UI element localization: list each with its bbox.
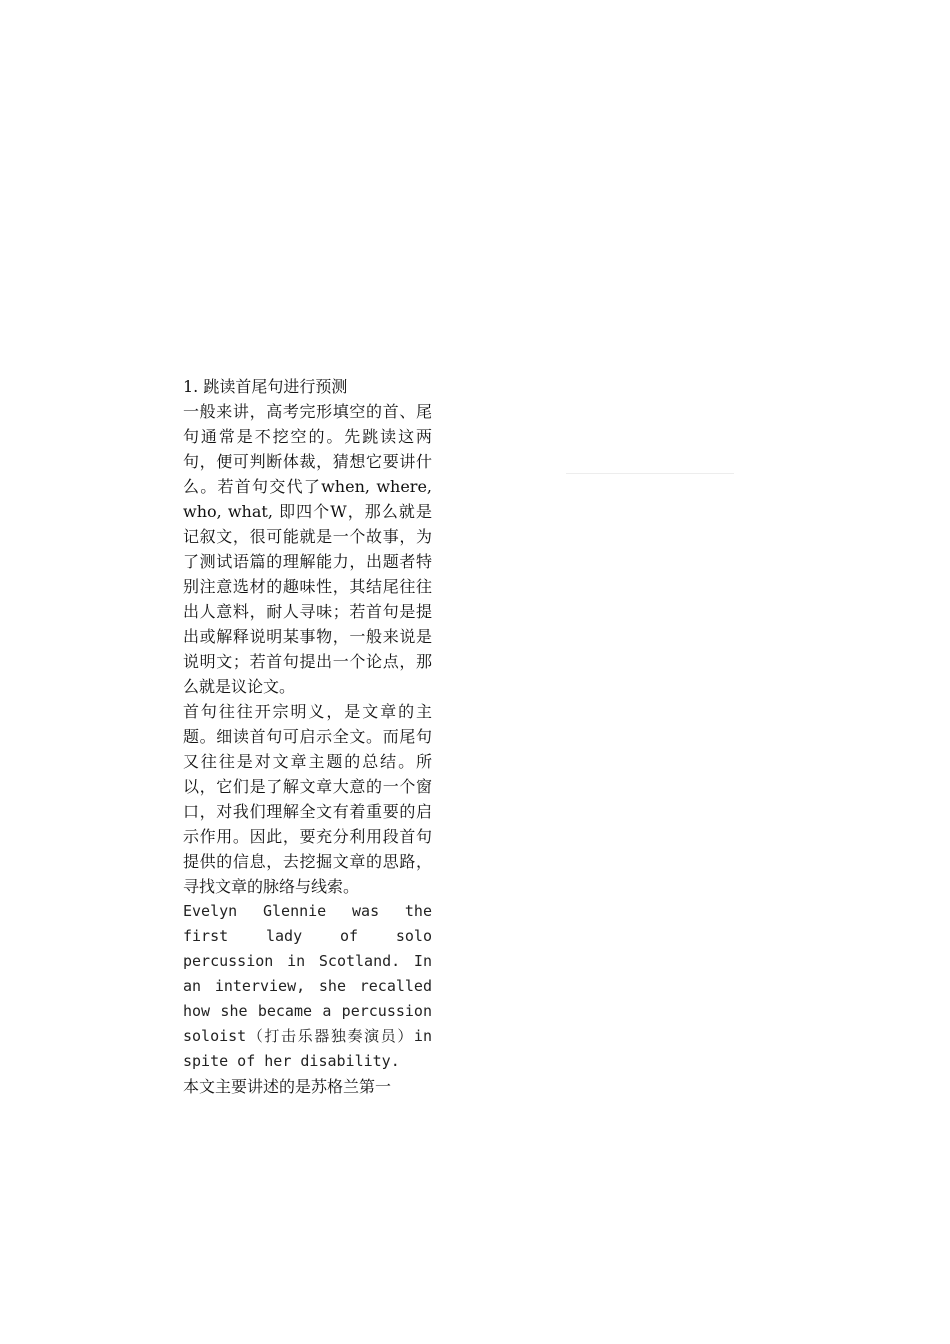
paragraph-skimming-intro: 一般来讲，高考完形填空的首、尾句通常是不挖空的。先跳读这两句，便可判断体裁，猜想它要讲什么。若首句交代了when, where, who, what, 即四个W，那么就是记叙文，很可能就是一个故事，为了测试语篇的理解能力，出题者特别注意选材的趣味性，其结尾往往出人意料，耐人寻味；若首句是提出或解释说明某事物，一般来说是说明文；若首句提出一个论点，那么就是议论文。 [183,402,432,696]
example-comment: 本文主要讲述的是苏格兰第一 [183,1077,392,1096]
text-column [183,374,432,1099]
paragraph-first-last-sentence: 首句往往开宗明义，是文章的主题。细读首句可启示全文。而尾句又往往是对文章主题的总结。所以，它们是了解文章大意的一个窗口，对我们理解全文有着重要的启示作用。因此，要充分利用段首句提供的信息，去挖掘文章的思路，寻找文章的脉络与线索。 [183,702,432,896]
example-passage: Evelyn Glennie was the first lady of solo percussion in Scotland. In an interview, she recalled how she became a percussion soloist（打击乐器独奏演员）in spite of her disability. [183,902,432,1070]
faint-divider-line [566,473,734,474]
section-heading: 1. 跳读首尾句进行预测 [183,377,348,396]
